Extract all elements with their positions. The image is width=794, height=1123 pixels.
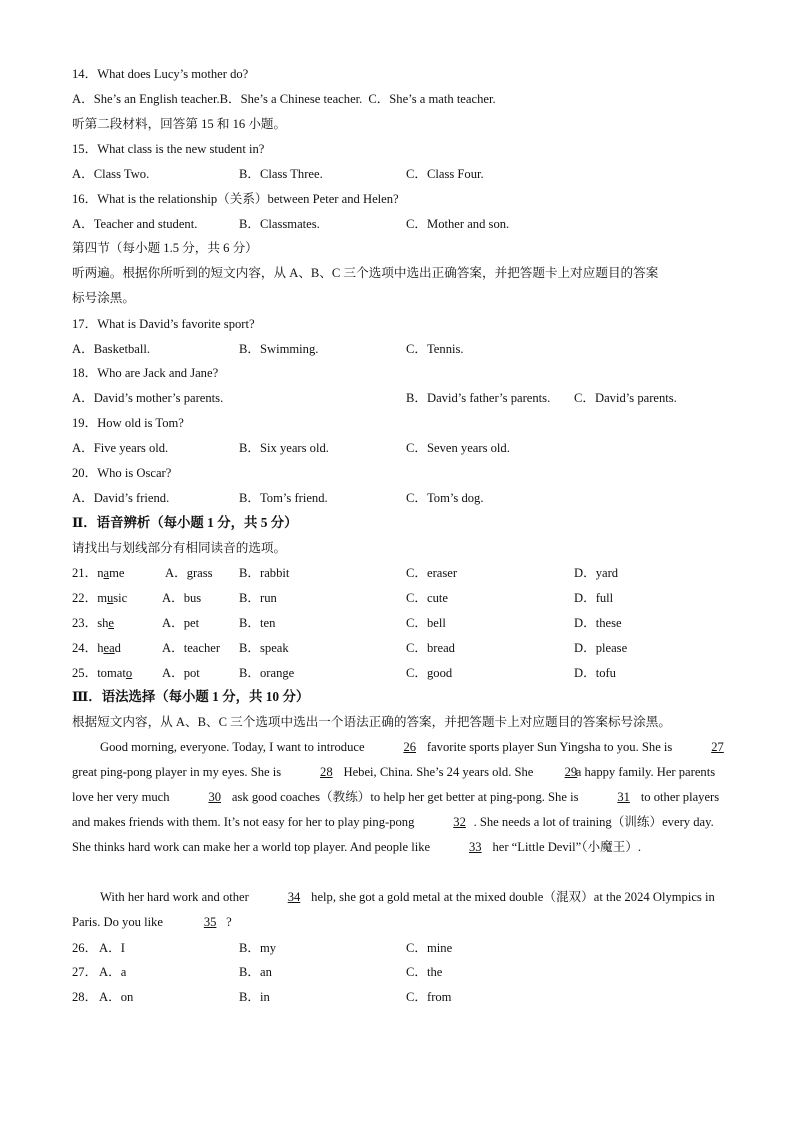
phonics-option-d[interactable]: D．please <box>574 641 628 655</box>
phonics-option-d[interactable]: D．tofu <box>574 666 616 680</box>
phonics-option-d[interactable]: D．these <box>574 616 622 630</box>
phonics-option-b[interactable]: B．ten <box>239 616 276 630</box>
q28-number: 28． <box>72 990 98 1004</box>
q19-option-a[interactable]: A．Five years old. <box>72 441 169 455</box>
phonics-word: 24．head <box>72 641 121 655</box>
section3-instruction: 根据短文内容，从 A、B、C 三个选项中选出一个语法正确的答案，并把答题卡上对应题目的答案标号涂黑。 <box>72 715 671 729</box>
q26-option-c[interactable]: C．mine <box>406 941 453 955</box>
q26-number: 26． <box>72 941 98 955</box>
section3-title: Ⅲ．语法选择（每小题 1 分，共 10 分） <box>72 689 310 704</box>
q15-option-c[interactable]: C．Class Four. <box>406 167 484 181</box>
section2-title: Ⅱ．语音辨析（每小题 1 分，共 5 分） <box>72 515 298 530</box>
q15-option-a[interactable]: A．Class Two. <box>72 167 150 181</box>
phonics-word: 25．tomato <box>72 666 133 680</box>
phonics-option-b[interactable]: B．orange <box>239 666 295 680</box>
q17-option-b[interactable]: B．Swimming. <box>239 342 319 356</box>
phonics-option-c[interactable]: C．cute <box>406 591 448 605</box>
phonics-option-c[interactable]: C．bell <box>406 616 446 630</box>
blank-30[interactable]: 30 <box>208 790 222 804</box>
blank-35[interactable]: 35 <box>203 915 217 929</box>
q28-option-b[interactable]: B．in <box>239 990 270 1004</box>
q20-option-b[interactable]: B．Tom’s friend. <box>239 491 328 505</box>
q16-stem: 16．What is the relationship（关系）between Peter and Helen? <box>72 192 399 206</box>
q16-option-a[interactable]: A．Teacher and student. <box>72 217 198 231</box>
q14-stem: 14．What does Lucy’s mother do? <box>72 67 249 81</box>
phonics-option-a[interactable]: A．grass <box>165 566 213 580</box>
blank-33[interactable]: 33 <box>469 840 482 854</box>
section2-instruction: 请找出与划线部分有相同读音的选项。 <box>72 541 287 555</box>
blank-34[interactable]: 34 <box>287 890 301 904</box>
q27-number: 27． <box>72 965 98 979</box>
part4-instruction-1: 听两遍。根据你所听到的短文内容，从 A、B、C 三个选项中选出正确答案，并把答题卡上对应题目的答案 <box>72 266 659 280</box>
q14-option-b[interactable]: B．She’s a Chinese teacher. <box>219 92 363 106</box>
q16-option-c[interactable]: C．Mother and son. <box>406 217 510 231</box>
q17-stem: 17．What is David’s favorite sport? <box>72 317 255 331</box>
q27-option-c[interactable]: C．the <box>406 965 443 979</box>
q16-option-b[interactable]: B．Classmates. <box>239 217 320 231</box>
q26-option-b[interactable]: B．my <box>239 941 277 955</box>
part4-title: 第四节（每小题 1.5 分，共 6 分） <box>72 241 258 255</box>
part4-instruction-2: 标号涂黑。 <box>72 291 135 305</box>
q18-option-a[interactable]: A．David’s mother’s parents. <box>72 391 224 405</box>
q17-option-c[interactable]: C．Tennis. <box>406 342 464 356</box>
blank-31[interactable]: 31 <box>617 790 630 804</box>
phonics-option-d[interactable]: D．full <box>574 591 614 605</box>
passage-paragraph-2: With her hard work and other 34 help, she got a gold metal at the mixed double（混双）at the 2024 Olympics in Paris. Do you like 35 ? <box>72 885 732 935</box>
q27-option-b[interactable]: B．an <box>239 965 272 979</box>
blank-32[interactable]: 32 <box>453 815 466 829</box>
q18-option-b[interactable]: B．David’s father’s parents. <box>406 391 551 405</box>
section2-note: 听第二段材料，回答第 15 和 16 小题。 <box>72 117 287 131</box>
q28-option-a[interactable]: A．on <box>99 990 134 1004</box>
q19-option-c[interactable]: C．Seven years old. <box>406 441 510 455</box>
q14-option-a[interactable]: A．She’s an English teacher. <box>72 92 220 106</box>
q15-option-b[interactable]: B．Class Three. <box>239 167 323 181</box>
phonics-option-b[interactable]: B．run <box>239 591 277 605</box>
q18-stem: 18．Who are Jack and Jane? <box>72 366 219 380</box>
q19-option-b[interactable]: B．Six years old. <box>239 441 329 455</box>
q18-option-c[interactable]: C．David’s parents. <box>574 391 677 405</box>
phonics-word: 21．name <box>72 566 125 580</box>
phonics-option-a[interactable]: A．pet <box>162 616 200 630</box>
phonics-option-b[interactable]: B．speak <box>239 641 289 655</box>
q14-option-c[interactable]: C．She’s a math teacher. <box>368 92 496 106</box>
phonics-option-c[interactable]: C．eraser <box>406 566 458 580</box>
phonics-option-a[interactable]: A．bus <box>162 591 202 605</box>
q27-option-a[interactable]: A．a <box>99 965 127 979</box>
blank-26[interactable]: 26 <box>403 740 417 754</box>
passage-paragraph-1: Good morning, everyone. Today, I want to introduce 26 favorite sports player Sun Yingsha to you. She is 27 great ping-pong player in my eyes. She is 28 Hebei, China. She’s 24 years old. She 29 a happy family. Her parents love her very much 30 ask good coaches（教练）to help her get better at ping-pong. She is 31 to other players and makes friends with them. It’s not easy for her to play ping-pong 32 . She needs a lot of training（训练）every day. She thinks hard work can make her a world top player. And people like 33 her “Little Devil”（小魔王）. <box>72 735 732 860</box>
blank-27[interactable]: 27 <box>711 740 724 754</box>
blank-28[interactable]: 28 <box>320 765 333 779</box>
phonics-option-a[interactable]: A．teacher <box>162 641 221 655</box>
q17-option-a[interactable]: A．Basketball. <box>72 342 150 356</box>
q20-option-a[interactable]: A．David’s friend. <box>72 491 170 505</box>
q26-option-a[interactable]: A．I <box>99 941 125 955</box>
blank-29[interactable]: 29 <box>564 765 578 779</box>
q14-options <box>72 91 496 107</box>
phonics-word: 22．music <box>72 591 128 605</box>
q15-stem: 15．What class is the new student in? <box>72 142 265 156</box>
phonics-word: 23．she <box>72 616 114 630</box>
phonics-option-c[interactable]: C．bread <box>406 641 455 655</box>
phonics-option-a[interactable]: A．pot <box>162 666 200 680</box>
q20-option-c[interactable]: C．Tom’s dog. <box>406 491 484 505</box>
q19-stem: 19．How old is Tom? <box>72 416 184 430</box>
q20-stem: 20．Who is Oscar? <box>72 466 172 480</box>
phonics-option-d[interactable]: D．yard <box>574 566 619 580</box>
phonics-option-b[interactable]: B．rabbit <box>239 566 290 580</box>
q28-option-c[interactable]: C．from <box>406 990 452 1004</box>
phonics-option-c[interactable]: C．good <box>406 666 453 680</box>
